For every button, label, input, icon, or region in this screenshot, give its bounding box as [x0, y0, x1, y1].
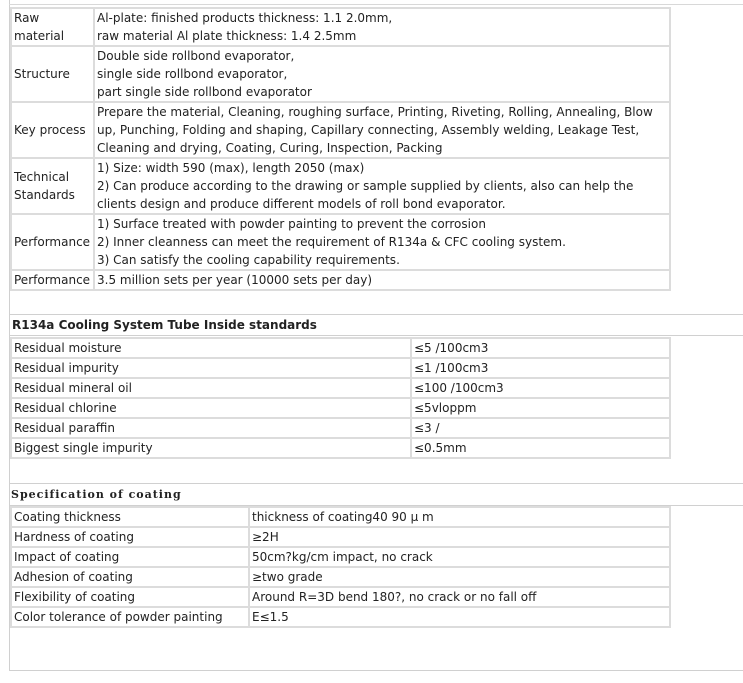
divider: [9, 314, 743, 315]
spec-label: Structure: [11, 46, 94, 102]
spec-label: Technical Standards: [11, 158, 94, 214]
spec-value: [94, 270, 670, 290]
value-cell: ≤100 /100cm3: [411, 378, 670, 398]
label-cell: Residual mineral oil: [11, 378, 411, 398]
label-cell: Residual moisture: [11, 338, 411, 358]
value-cell: ≥two grade: [249, 567, 670, 587]
value-cell: 50cm?kg/cm impact, no crack: [249, 547, 670, 567]
divider: [9, 335, 743, 336]
value-cell: ≤0.5mm: [411, 438, 670, 458]
table-row: [11, 358, 670, 378]
value-cell: ≤5vloppm: [411, 398, 670, 418]
spec-line: 2) Inner cleanness can meet the requirement of R134a & CFC cooling system.: [97, 235, 566, 249]
coating-heading: Specification of coating: [11, 488, 182, 501]
table-row: [11, 438, 670, 458]
spec-line: Al-plate: finished products thickness: 1.1 2.0mm,: [97, 11, 393, 25]
spec-line: Prepare the material, Cleaning, roughing surface, Printing, Riveting, Rolling, Annealing, Blow up, Punching, Folding and shaping, Capillary connecting, Assembly welding, Leakage Test, Cleaning and drying, Coating, Curing, Inspection, Packing: [97, 105, 653, 155]
label-cell: Flexibility of coating: [11, 587, 249, 607]
spec-value: [94, 158, 670, 214]
value-cell: ≤3 /: [411, 418, 670, 438]
spec-row: [11, 102, 670, 158]
table-row: [11, 547, 670, 567]
table-row: [11, 338, 670, 358]
value-cell: thickness of coating40 90 μ m: [249, 507, 670, 527]
spec-line: 1) Surface treated with powder painting to prevent the corrosion: [97, 217, 486, 231]
spec-line: 1) Size: width 590 (max), length 2050 (max): [97, 161, 365, 175]
spec-label: Key process: [11, 102, 94, 158]
table-row: [11, 418, 670, 438]
spec-line: raw material Al plate thickness: 1.4 2.5mm: [97, 29, 357, 43]
value-cell: ≥2H: [249, 527, 670, 547]
coating-table: [10, 506, 671, 628]
label-cell: Adhesion of coating: [11, 567, 249, 587]
spec-line: 3) Can satisfy the cooling capability requirements.: [97, 253, 400, 267]
table-row: [11, 398, 670, 418]
label-cell: Impact of coating: [11, 547, 249, 567]
value-cell: E≤1.5: [249, 607, 670, 627]
spec-value: [94, 214, 670, 270]
label-cell: Color tolerance of powder painting: [11, 607, 249, 627]
spec-row: [11, 46, 670, 102]
table-row: [11, 527, 670, 547]
spec-line: 2) Can produce according to the drawing or sample supplied by clients, also can help the clients design and produce different models of roll bond evaporator.: [97, 179, 634, 211]
value-cell: ≤5 /100cm3: [411, 338, 670, 358]
table-row: [11, 607, 670, 627]
value-cell: ≤1 /100cm3: [411, 358, 670, 378]
main-spec-table: [10, 7, 671, 291]
table-row: [11, 587, 670, 607]
label-cell: Hardness of coating: [11, 527, 249, 547]
label-cell: Residual paraffin: [11, 418, 411, 438]
spec-row: [11, 214, 670, 270]
spec-row: [11, 158, 670, 214]
spec-value: [94, 46, 670, 102]
tube-standards-table: [10, 337, 671, 459]
spec-line: Double side rollbond evaporator,: [97, 49, 295, 63]
spec-row: [11, 270, 670, 290]
spec-value: [94, 102, 670, 158]
table-row: [11, 567, 670, 587]
label-cell: Coating thickness: [11, 507, 249, 527]
spec-label: Raw material: [11, 8, 94, 46]
spec-label: Performance: [11, 214, 94, 270]
table-row: [11, 378, 670, 398]
spec-value: [94, 8, 670, 46]
table-row: [11, 507, 670, 527]
divider: [9, 483, 743, 484]
spec-line: part single side rollbond evaporator: [97, 85, 312, 99]
spec-row: [11, 8, 670, 46]
label-cell: Biggest single impurity: [11, 438, 411, 458]
label-cell: Residual chlorine: [11, 398, 411, 418]
tube-standards-heading: R134a Cooling System Tube Inside standards: [12, 318, 317, 332]
divider: [9, 4, 743, 5]
spec-label: Performance: [11, 270, 94, 290]
spec-line: 3.5 million sets per year (10000 sets per day): [97, 273, 373, 287]
spec-line: single side rollbond evaporator,: [97, 67, 288, 81]
value-cell: Around R=3D bend 180?, no crack or no fall off: [249, 587, 670, 607]
label-cell: Residual impurity: [11, 358, 411, 378]
